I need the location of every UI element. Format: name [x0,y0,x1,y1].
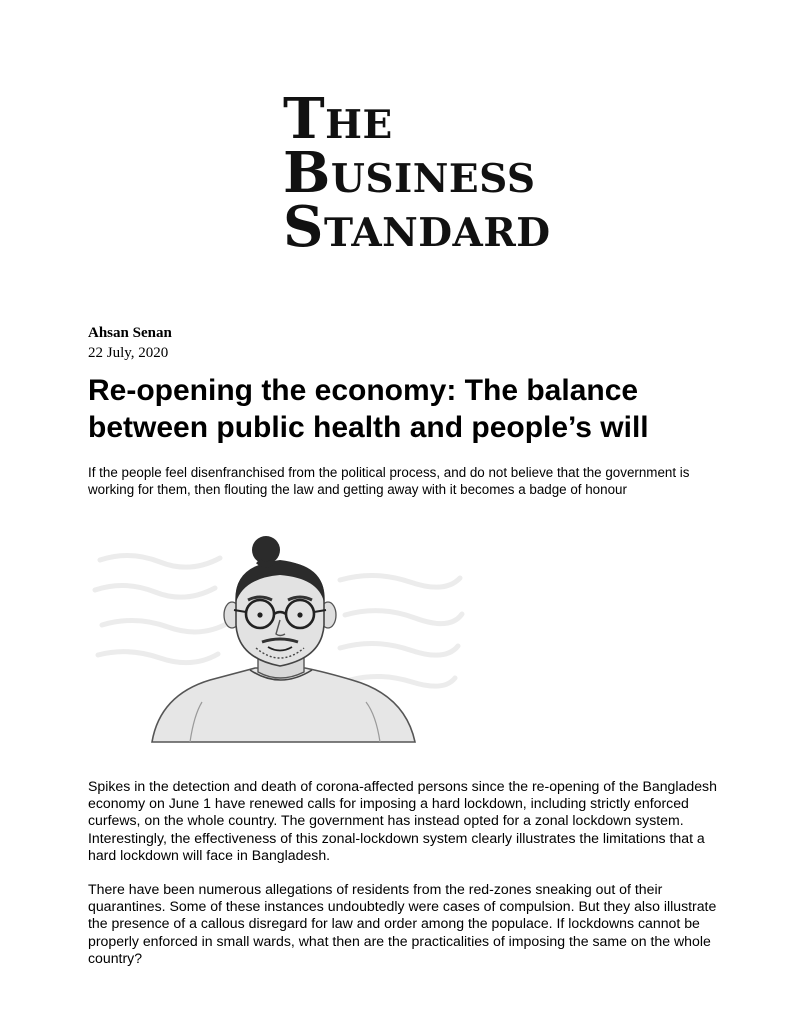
byline [88,323,172,363]
article-headline: Re-opening the economy: The balance between public health and people’s will [88,374,649,444]
masthead-line-3: Standard [283,194,551,260]
author-name: Ahsan Senan [88,325,172,341]
article-body [88,778,728,984]
publish-date: 22 July, 2020 [88,345,169,361]
masthead-logo [283,86,593,260]
body-paragraph-1: Spikes in the detection and death of corona-affected persons since the re-opening of the Bangladesh economy on June 1 have renewed calls for imposing a hard lockdown, including strictly enforced curfews, on the whole country. The government has instead opted for a zonal lockdown system. Interestingly, the effectiveness of this zonal-lockdown system clearly illustrates the limitations that a hard lockdown will face in Bangladesh. [88,778,717,863]
author-portrait-illustration [90,530,470,745]
masthead-line-2: Business [283,140,536,206]
article-standfirst: If the people feel disenfranchised from the political process, and do not believe that the government is working for them, then flouting the law and getting away with it becomes a badge of honour [88,465,690,497]
masthead-line-1: The [283,86,393,152]
body-paragraph-2: There have been numerous allegations of residents from the red-zones sneaking out of their quarantines. Some of these instances undoubtedly were cases of compulsion. But they also illustrate the presence of a callous disregard for law and order among the populace. If lockdowns cannot be properly enforced in small wards, what then are the practicalities of imposing the same on the whole country? [88,881,717,966]
